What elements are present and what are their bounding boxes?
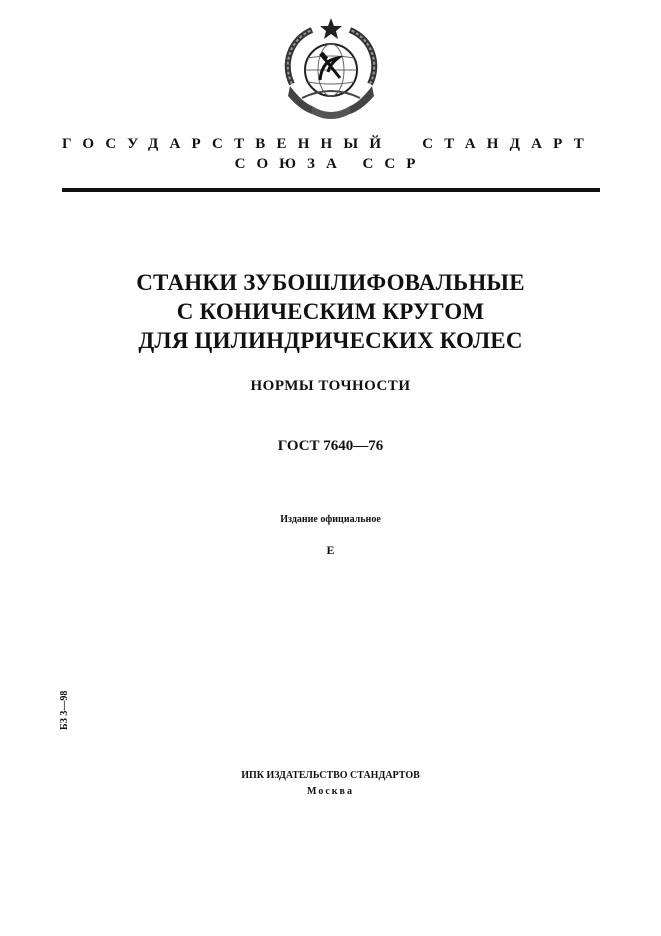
title-line-3: ДЛЯ ЦИЛИНДРИЧЕСКИХ КОЛЕС bbox=[138, 328, 523, 353]
title-line-1: СТАНКИ ЗУБОШЛИФОВАЛЬНЫЕ bbox=[136, 270, 525, 295]
edition-label: Издание официальное bbox=[280, 514, 381, 525]
header-word-state: ГОСУДАРСТВЕННЫЙ bbox=[62, 136, 393, 152]
ussr-coat-of-arms-icon bbox=[272, 14, 390, 124]
header-word-standard: СТАНДАРТ bbox=[422, 136, 595, 152]
side-code: БЗ 3—98 bbox=[59, 690, 70, 730]
document-title bbox=[0, 268, 661, 355]
publisher-name: ИПК ИЗДАТЕЛЬСТВО СТАНДАРТОВ bbox=[241, 770, 420, 781]
standard-number: ГОСТ 7640—76 bbox=[277, 438, 384, 454]
header-divider bbox=[62, 188, 600, 192]
edition-mark: Е bbox=[326, 543, 335, 557]
header-state-standard bbox=[62, 136, 602, 153]
publisher-city: Москва bbox=[307, 786, 354, 797]
header-ussr: СОЮЗА ССР bbox=[234, 156, 427, 172]
document-subtitle: НОРМЫ ТОЧНОСТИ bbox=[250, 378, 411, 394]
title-line-2: С КОНИЧЕСКИМ КРУГОМ bbox=[176, 299, 485, 324]
